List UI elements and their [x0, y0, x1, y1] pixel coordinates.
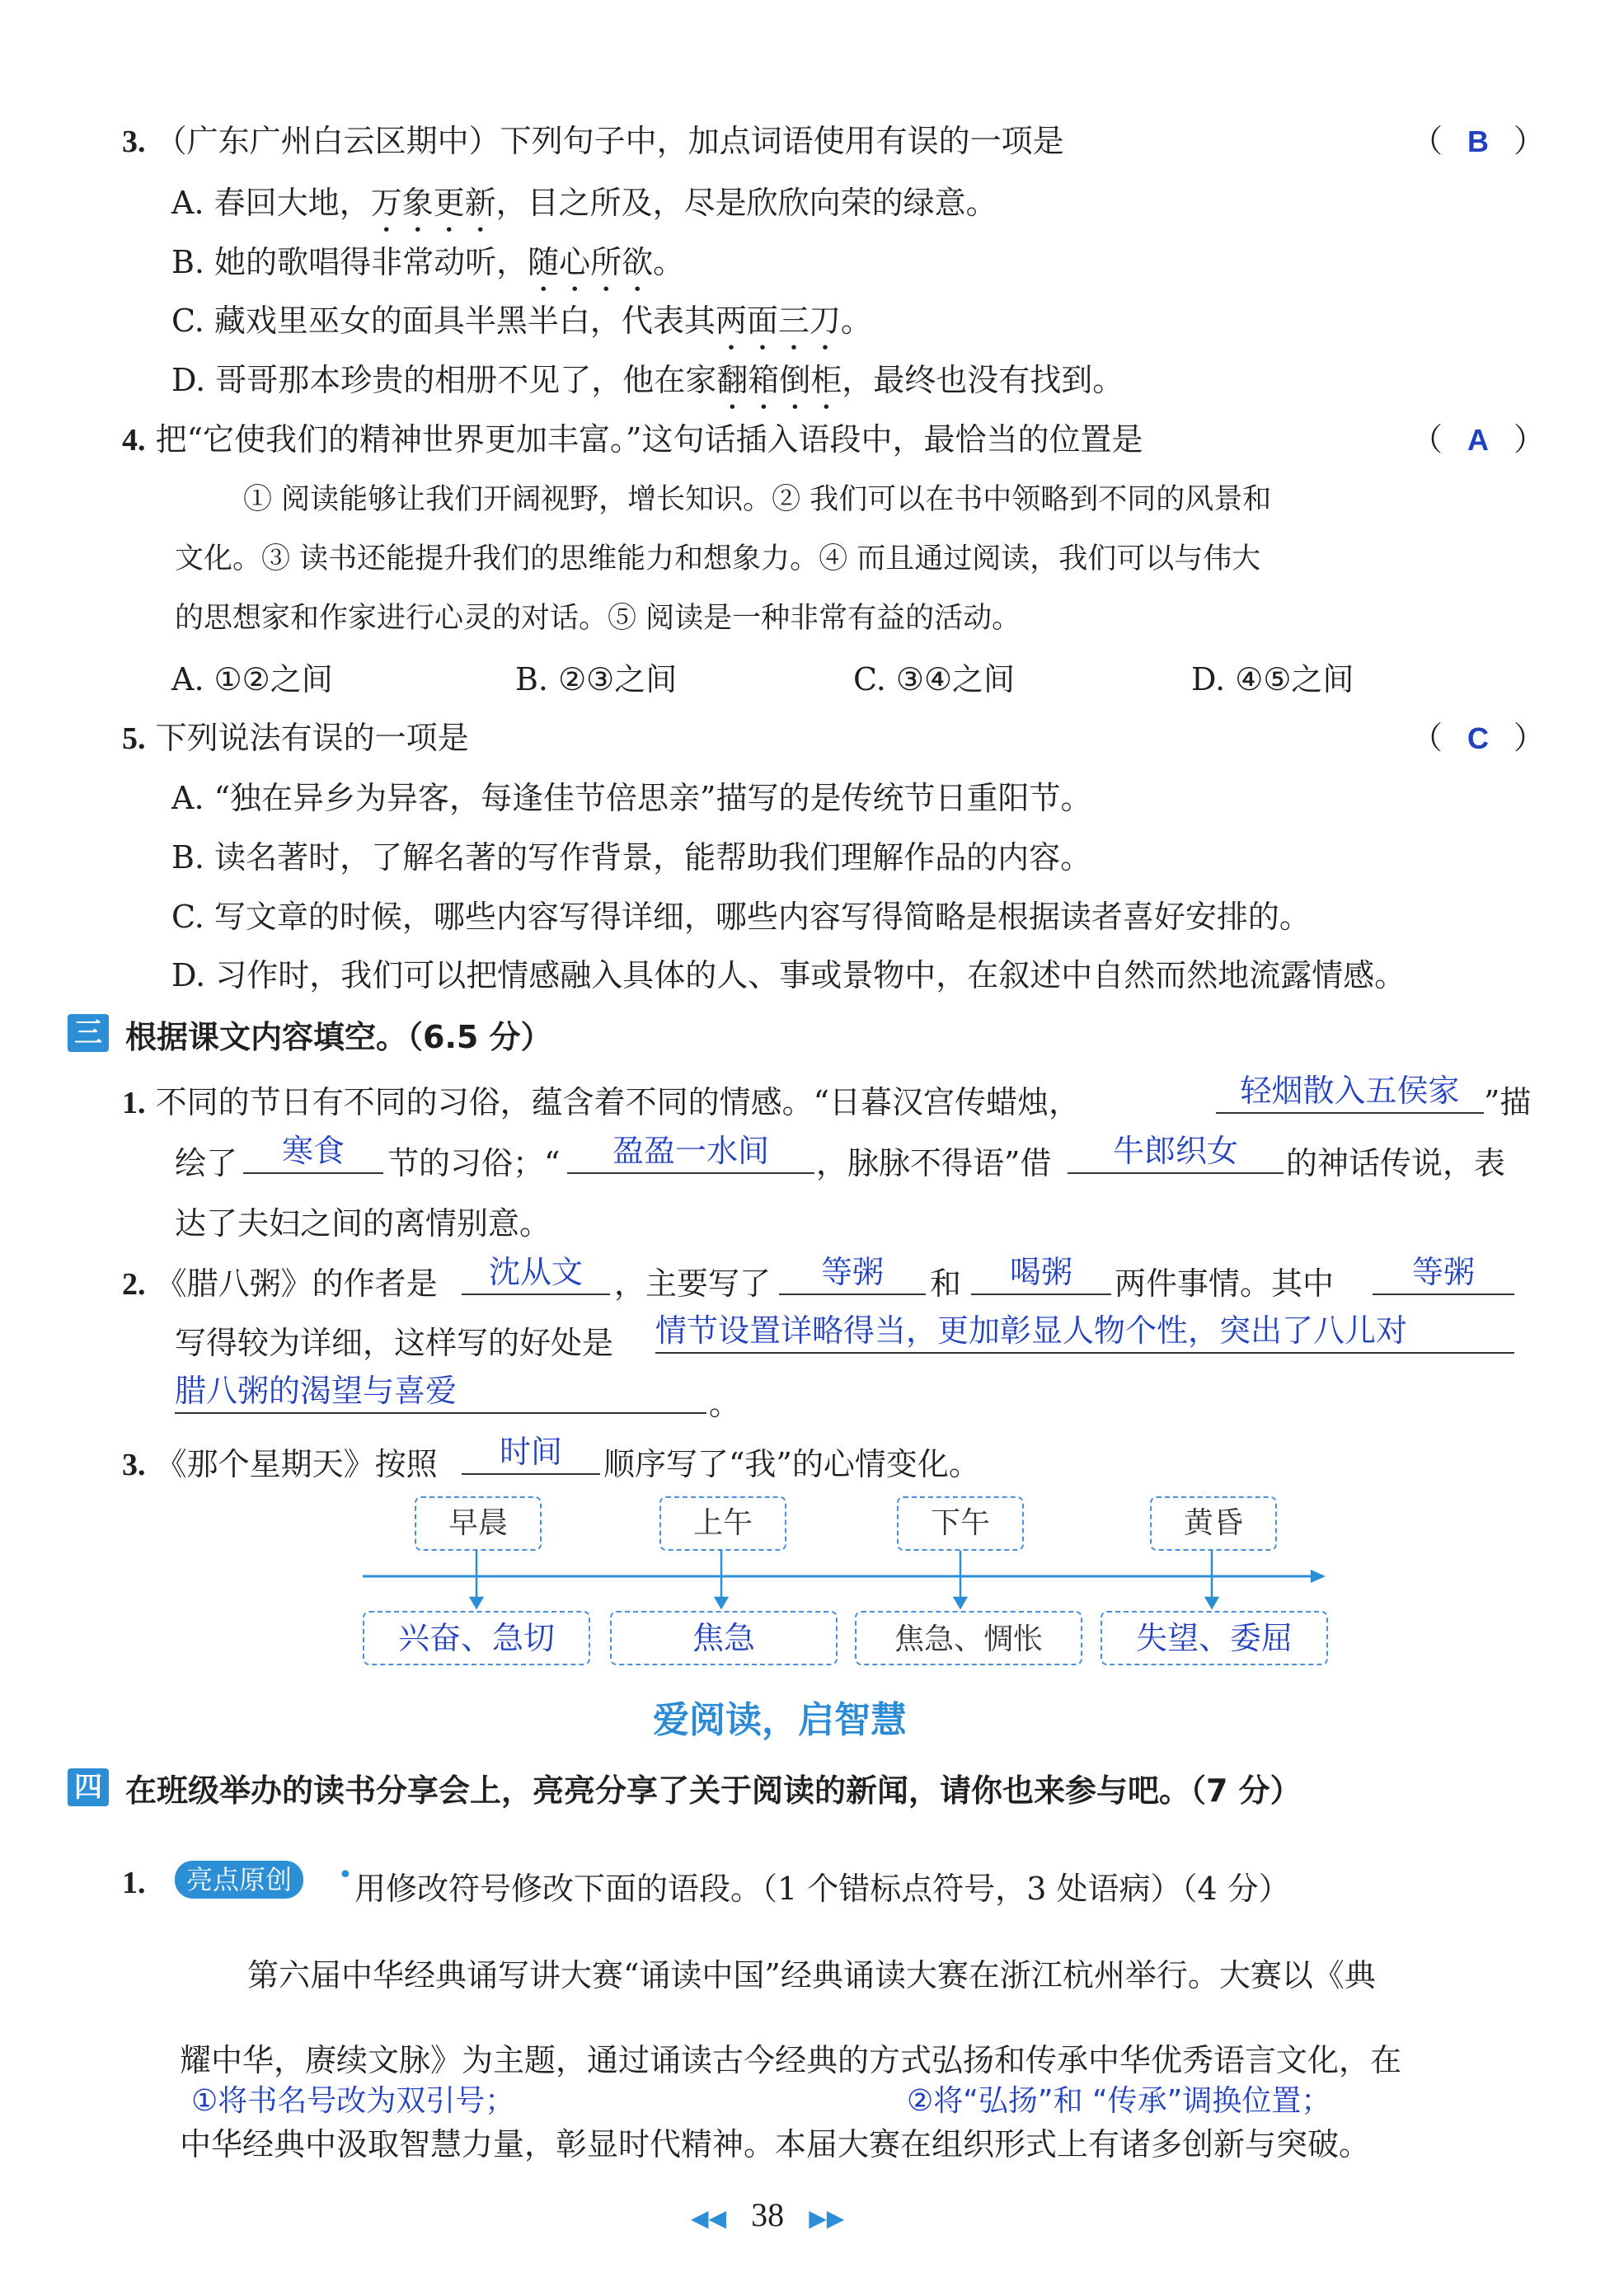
fill2-blank5b[interactable]: 腊八粥的渴望与喜爱: [175, 1369, 706, 1414]
fill1-blank3[interactable]: 盈盈一水间: [567, 1129, 814, 1174]
q3-answer-paren: （ B ）: [1411, 123, 1546, 159]
fill2-blank1[interactable]: 沈从文: [462, 1251, 610, 1295]
section-3-title: 根据课文内容填空。（6.5 分）: [125, 1019, 552, 1055]
q3-text: （广东广州白云区期中）下列句子中，加点词语使用有误的一项是: [155, 123, 1064, 159]
timeline-mood-1[interactable]: 兴奋、急切: [363, 1611, 590, 1665]
q4-answer: A: [1467, 423, 1490, 457]
q5-answer-paren: （ C ）: [1411, 720, 1546, 756]
q4-para-line1: ① 阅读能够让我们开阔视野，增长知识。② 我们可以在书中领略到不同的风景和: [243, 483, 1272, 516]
q5-answer: C: [1467, 721, 1490, 755]
q4-option-b: B. ②③之间: [515, 661, 678, 697]
fill1-blank1[interactable]: 轻烟散入五侯家: [1216, 1069, 1484, 1114]
q5-text: 下列说法有误的一项是: [155, 720, 469, 756]
section-4-badge: 四: [68, 1768, 109, 1806]
fill2-blank2[interactable]: 等粥: [779, 1251, 926, 1295]
fill2-blank5a[interactable]: 情节设置详略得当，更加彰显人物个性，突出了八儿对: [655, 1309, 1514, 1354]
fill1-blank2[interactable]: 寒食: [243, 1129, 383, 1174]
fill1-line2-d: 的神话传说，表: [1286, 1145, 1506, 1181]
s4q1-para-line2: 耀中华，赓续文脉》为主题，通过诵读古今经典的方式弘扬和传承中华优秀语言文化，在: [180, 2042, 1402, 2078]
correction-note-2: ②将“弘扬”和 “传承”调换位置；: [907, 2084, 1331, 2118]
timeline-mood-2[interactable]: 焦急: [610, 1611, 838, 1665]
timeline-time-3: 下午: [897, 1496, 1024, 1551]
reading-section-title: 爱阅读，启智慧: [653, 1699, 907, 1741]
q3-c-dotted: 两面三刀: [715, 303, 841, 339]
fill1-blank4[interactable]: 牛郎织女: [1068, 1129, 1284, 1174]
fill1-line1-end: ”描: [1484, 1084, 1532, 1120]
q4-number: 4.: [122, 423, 146, 458]
q4-option-c: C. ③④之间: [853, 661, 1016, 697]
q3-option-d: D. 哥哥那本珍贵的相册不见了，他在家翻箱倒柜，最终也没有找到。: [171, 362, 1124, 398]
q5-option-d: D. 习作时，我们可以把情感融入具体的人、事或景物中，在叙述中自然而然地流露情感。: [171, 957, 1406, 993]
q4-para-line3: 的思想家和作家进行心灵的对话。⑤ 阅读是一种非常有益的活动。: [175, 602, 1021, 635]
q3-option-c: C. 藏戏里巫女的面具半黑半白，代表其两面三刀。: [171, 303, 872, 339]
prev-arrows-icon: ◀◀: [691, 2204, 727, 2232]
s4q1-number: 1.: [122, 1866, 146, 1900]
fill3-line1-a: 3. 《那个星期天》按照: [122, 1446, 438, 1482]
fill3-blank1[interactable]: 时间: [462, 1430, 600, 1475]
q3-answer: B: [1467, 124, 1490, 158]
original-tag: 亮点原创: [175, 1861, 303, 1899]
fill2-line1-a: 2. 《腊八粥》的作者是: [122, 1265, 438, 1302]
fill3-line1-b: 顺序写了“我”的心情变化。: [603, 1446, 980, 1482]
fill2-line1-b: ，主要写了: [614, 1265, 772, 1302]
q4-para-line2: 文化。③ 读书还能提升我们的思维能力和想象力。④ 而且通过阅读，我们可以与伟大: [175, 542, 1261, 575]
timeline-mood-4[interactable]: 失望、委屈: [1101, 1611, 1328, 1665]
fill2-line1-c: 和: [930, 1265, 962, 1302]
page-footer: [691, 2195, 844, 2234]
timeline-time-4: 黄昏: [1150, 1496, 1277, 1551]
section-3-badge: 三: [68, 1014, 109, 1052]
timeline-mood-3[interactable]: 焦急、惆怅: [855, 1611, 1082, 1665]
s4q1-instruction: 用修改符号修改下面的语段。（1 个错标点符号，3 处语病）（4 分）: [354, 1871, 1290, 1907]
correction-note-1: ①将书名号改为双引号；: [191, 2084, 515, 2118]
page-number: 38: [751, 2196, 785, 2233]
q3-option-b: B. 她的歌唱得非常动听，随心所欲。: [171, 244, 685, 280]
q4-option-d: D. ④⑤之间: [1191, 661, 1354, 697]
q3-a-dotted: 万象更新: [370, 185, 496, 221]
q5-number: 5.: [122, 721, 146, 756]
q4-text: 把“它使我们的精神世界更加丰富。”这句话插入语段中，最恰当的位置是: [155, 421, 1143, 458]
timeline-time-1: 早晨: [415, 1496, 542, 1551]
q5-option-c: C. 写文章的时候，哪些内容写得详细，哪些内容写得简略是根据读者喜好安排的。: [171, 899, 1311, 935]
q3-number: 3.: [122, 124, 146, 159]
q5-option-a: A. “独在异乡为异客，每逢佳节倍思亲”描写的是传统节日重阳节。: [171, 780, 1092, 816]
fill1-line2-b: 节的习俗；“: [387, 1145, 561, 1181]
fill1-line1: 1. 不同的节日有不同的习俗，蕴含着不同的情感。“日暮汉宫传蜡烛，: [122, 1084, 1081, 1120]
tag-dot-icon: •: [338, 1861, 353, 1890]
fill2-blank3[interactable]: 喝粥: [971, 1251, 1111, 1295]
fill1-line3: 达了夫妇之间的离情别意。: [175, 1205, 551, 1242]
s4q1-para-line1: 第六届中华经典诵写讲大赛“诵读中国”经典诵读大赛在浙江杭州举行。大赛以《典: [247, 1957, 1376, 1993]
timeline-time-2: 上午: [659, 1496, 786, 1551]
q3-d-dotted: 翻箱倒柜: [716, 362, 842, 398]
s4q1-para-line3: 中华经典中汲取智慧力量，彰显时代精神。本届大赛在组织形式上有诸多创新与突破。: [180, 2126, 1371, 2162]
next-arrows-icon: ▶▶: [809, 2204, 845, 2232]
fill2-line2-a: 写得较为详细，这样写的好处是: [175, 1325, 614, 1361]
fill1-line2-c: ，脉脉不得语”借: [816, 1145, 1052, 1181]
q5-option-b: B. 读名著时，了解名著的写作背景，能帮助我们理解作品的内容。: [171, 839, 1092, 876]
q3-b-dotted: 随心所欲: [528, 244, 654, 280]
fill1-line2-a: 绘了: [175, 1145, 238, 1181]
fill2-line1-d: 两件事情。其中: [1115, 1265, 1335, 1302]
section-4-title: 在班级举办的读书分享会上，亮亮分享了关于阅读的新闻，请你也来参与吧。（7 分）: [125, 1772, 1302, 1809]
fill2-blank4[interactable]: 等粥: [1373, 1251, 1514, 1295]
q4-option-a: A. ①②之间: [171, 661, 333, 697]
fill2-end: 。: [709, 1386, 741, 1422]
q4-answer-paren: （ A ）: [1411, 421, 1546, 458]
q3-option-a: A. 春回大地，万象更新，目之所及，尽是欣欣向荣的绿意。: [171, 185, 997, 221]
